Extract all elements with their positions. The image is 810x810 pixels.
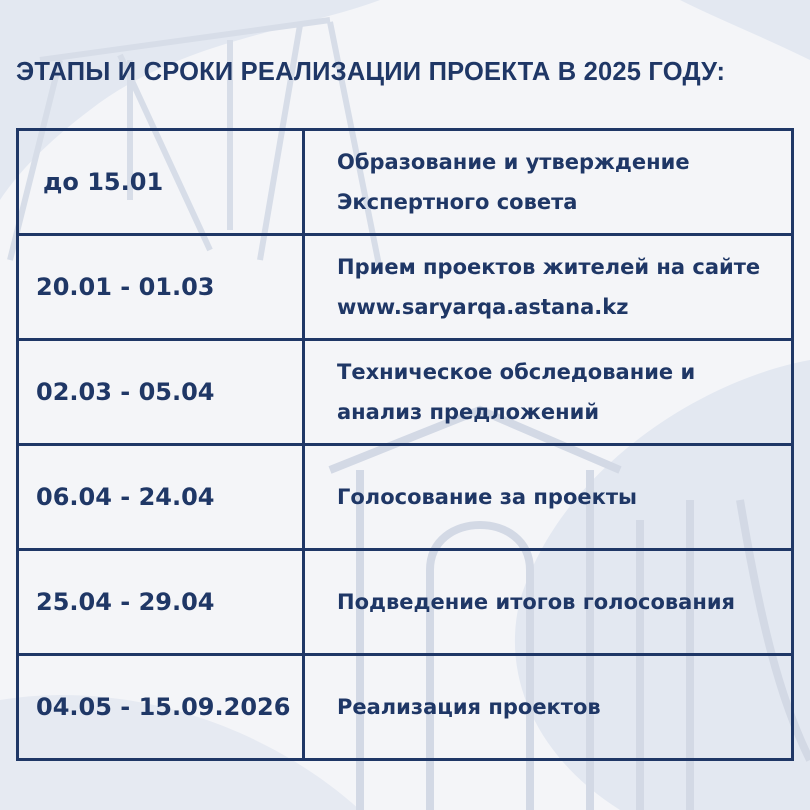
stage-dates: 20.01 - 01.03 [18, 235, 304, 340]
table-row [18, 340, 793, 445]
stage-description: Подведение итогов голосования [304, 550, 793, 655]
stage-description: Техническое обследование и анализ предложений [304, 340, 793, 445]
stage-dates: 04.05 - 15.09.2026 [18, 655, 304, 760]
stage-dates: 06.04 - 24.04 [18, 445, 304, 550]
stage-dates: 25.04 - 29.04 [18, 550, 304, 655]
stage-description: Прием проектов жителей на сайте www.saryarqa.astana.kz [304, 235, 793, 340]
stage-dates: до 15.01 [18, 130, 304, 235]
schedule-table [16, 128, 794, 761]
stage-description: Голосование за проекты [304, 445, 793, 550]
table-row [18, 655, 793, 760]
stage-description: Реализация проектов [304, 655, 793, 760]
page-title: ЭТАПЫ И СРОКИ РЕАЛИЗАЦИИ ПРОЕКТА В 2025 ГОДУ: [16, 58, 726, 86]
table-row [18, 235, 793, 340]
stage-dates: 02.03 - 05.04 [18, 340, 304, 445]
table-row [18, 130, 793, 235]
stage-description: Образование и утверждение Экспертного совета [304, 130, 793, 235]
background-arc-top-right [680, 0, 810, 60]
table-row [18, 550, 793, 655]
table-row [18, 445, 793, 550]
